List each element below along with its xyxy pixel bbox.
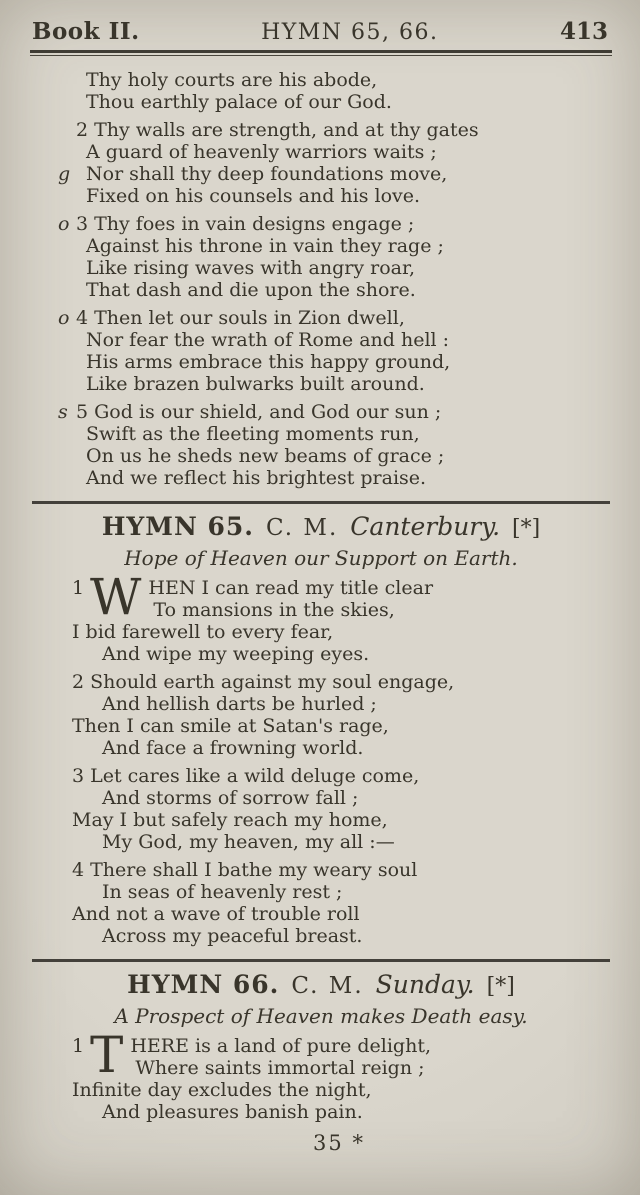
poem-line — [72, 859, 612, 881]
poem-line — [86, 445, 612, 467]
poem-line — [86, 279, 612, 301]
line-text: 5 God is our shield, and God our sun ; — [76, 401, 442, 423]
poem-line — [86, 329, 612, 351]
poem-line — [102, 693, 612, 715]
poem-line — [72, 809, 612, 831]
expression-mark: s — [58, 401, 68, 423]
header-book-label: Book II. — [32, 18, 140, 45]
poem-line — [102, 643, 612, 665]
poem-line — [72, 715, 612, 737]
line-text: Nor fear the wrath of Rome and hell : — [86, 329, 450, 351]
line-text: Thou earthly palace of our God. — [86, 91, 392, 113]
line-text: 2 Thy walls are strength, and at thy gates — [76, 119, 479, 141]
section-divider — [32, 501, 610, 504]
line-text: 3 Thy foes in vain designs engage ; — [76, 213, 415, 235]
header-hymn-range: HYMN 65, 66. — [261, 20, 439, 45]
page-footer — [30, 1131, 612, 1155]
hymn-heading — [30, 512, 612, 541]
hymn66-section — [30, 970, 612, 1123]
poem-line — [58, 163, 612, 185]
poem-line — [72, 1079, 612, 1101]
line-text: Where saints immortal reign ; — [135, 1057, 425, 1079]
poem-line — [72, 765, 612, 787]
poem-line — [86, 423, 612, 445]
line-text: His arms embrace this happy ground, — [86, 351, 451, 373]
line-text: And wipe my weeping eyes. — [102, 643, 370, 665]
opening-lines — [148, 577, 433, 621]
line-text: Swift as the fleeting moments run, — [86, 423, 420, 445]
hymn-heading — [30, 970, 612, 999]
expression-mark: o — [58, 307, 70, 329]
line-text: In seas of heavenly rest ; — [102, 881, 343, 903]
poem-line — [72, 671, 612, 693]
poem-line — [86, 91, 612, 113]
line-text: And we reflect his brightest praise. — [86, 467, 427, 489]
line-text: And not a wave of trouble roll — [72, 903, 360, 925]
line-text: My God, my heaven, my all :— — [102, 831, 395, 853]
line-text: Like brazen bulwarks built around. — [86, 373, 425, 395]
header-rule — [30, 50, 612, 56]
poem-line — [58, 307, 612, 329]
header-page-number: 413 — [559, 18, 608, 45]
stanza-number: 1 — [72, 577, 85, 599]
hymn65-lines — [72, 621, 612, 947]
opening-stanza — [72, 568, 612, 626]
line-text: Fixed on his counsels and his love. — [86, 185, 421, 207]
expression-mark: g — [58, 163, 71, 185]
hymn64-continuation — [30, 69, 612, 489]
opening-lines — [130, 1035, 431, 1079]
line-text: 4 There shall I bathe my weary soul — [72, 859, 418, 881]
hymn65-poem — [30, 568, 612, 947]
hymn-meter: C. M. — [266, 515, 339, 541]
line-text: And pleasures banish pain. — [102, 1101, 363, 1123]
poem-line — [102, 737, 612, 759]
drop-cap: T — [90, 1026, 124, 1084]
signature-mark: 35 * — [313, 1131, 365, 1155]
line-text: On us he sheds new beams of grace ; — [86, 445, 445, 467]
poem-line — [102, 787, 612, 809]
line-text: And storms of sorrow fall ; — [102, 787, 359, 809]
poem-line — [86, 235, 612, 257]
line-text: I bid farewell to every fear, — [72, 621, 334, 643]
line-text: Like rising waves with angry roar, — [86, 257, 415, 279]
hymn66-poem — [30, 1026, 612, 1123]
line-text: 3 Let cares like a wild deluge come, — [72, 765, 420, 787]
stanza-number: 1 — [72, 1035, 85, 1057]
line-text: To mansions in the skies, — [153, 599, 395, 621]
hymn-tune: Canterbury. — [350, 512, 501, 541]
hymn66-lines — [72, 1079, 612, 1123]
poem-line — [72, 621, 612, 643]
poem-line — [102, 925, 612, 947]
line-text: That dash and die upon the shore. — [86, 279, 416, 301]
poem-line — [72, 903, 612, 925]
line-text: HEN I can read my title clear — [148, 577, 434, 599]
poem-line — [86, 141, 612, 163]
poem-line — [102, 881, 612, 903]
line-text: Thy holy courts are his abode, — [86, 69, 378, 91]
poem-line — [86, 373, 612, 395]
poem-line — [58, 401, 612, 423]
poem-line — [58, 213, 612, 235]
page-header — [30, 16, 612, 45]
line-text: Against his throne in vain they rage ; — [86, 235, 444, 257]
hymn-mark: [*] — [486, 974, 515, 999]
poem-line — [102, 1101, 612, 1123]
poem-line — [86, 69, 612, 91]
poem-line — [76, 119, 612, 141]
line-text: Across my peaceful breast. — [102, 925, 363, 947]
poem-line — [102, 831, 612, 853]
opening-stanza — [72, 1026, 612, 1084]
poem-line — [86, 467, 612, 489]
line-text: Then I can smile at Satan's rage, — [72, 715, 389, 737]
hymn-subtitle: A Prospect of Heaven makes Death easy. — [114, 1004, 528, 1028]
expression-mark: o — [58, 213, 70, 235]
hymn-mark: [*] — [512, 516, 541, 541]
line-text: Infinite day excludes the night, — [72, 1079, 372, 1101]
poem-line — [86, 185, 612, 207]
line-text: Nor shall thy deep foundations move, — [86, 163, 448, 185]
line-text: HERE is a land of pure delight, — [130, 1035, 432, 1057]
line-text: May I but safely reach my home, — [72, 809, 388, 831]
line-text: A guard of heavenly warriors waits ; — [86, 141, 437, 163]
section-divider — [32, 959, 610, 962]
hymn-number: HYMN 66. — [127, 970, 280, 999]
line-text: And face a frowning world. — [102, 737, 364, 759]
drop-cap: W — [90, 568, 142, 626]
hymn-tune: Sunday. — [375, 970, 475, 999]
poem-line — [86, 257, 612, 279]
poem-line — [86, 351, 612, 373]
hymn-meter: C. M. — [291, 973, 364, 999]
line-text: 4 Then let our souls in Zion dwell, — [76, 307, 405, 329]
hymn-number: HYMN 65. — [101, 512, 255, 541]
hymn65-section — [30, 512, 612, 947]
line-text: 2 Should earth against my soul engage, — [72, 671, 455, 693]
hymn-subtitle: Hope of Heaven our Support on Earth. — [124, 546, 518, 570]
line-text: And hellish darts be hurled ; — [102, 693, 377, 715]
